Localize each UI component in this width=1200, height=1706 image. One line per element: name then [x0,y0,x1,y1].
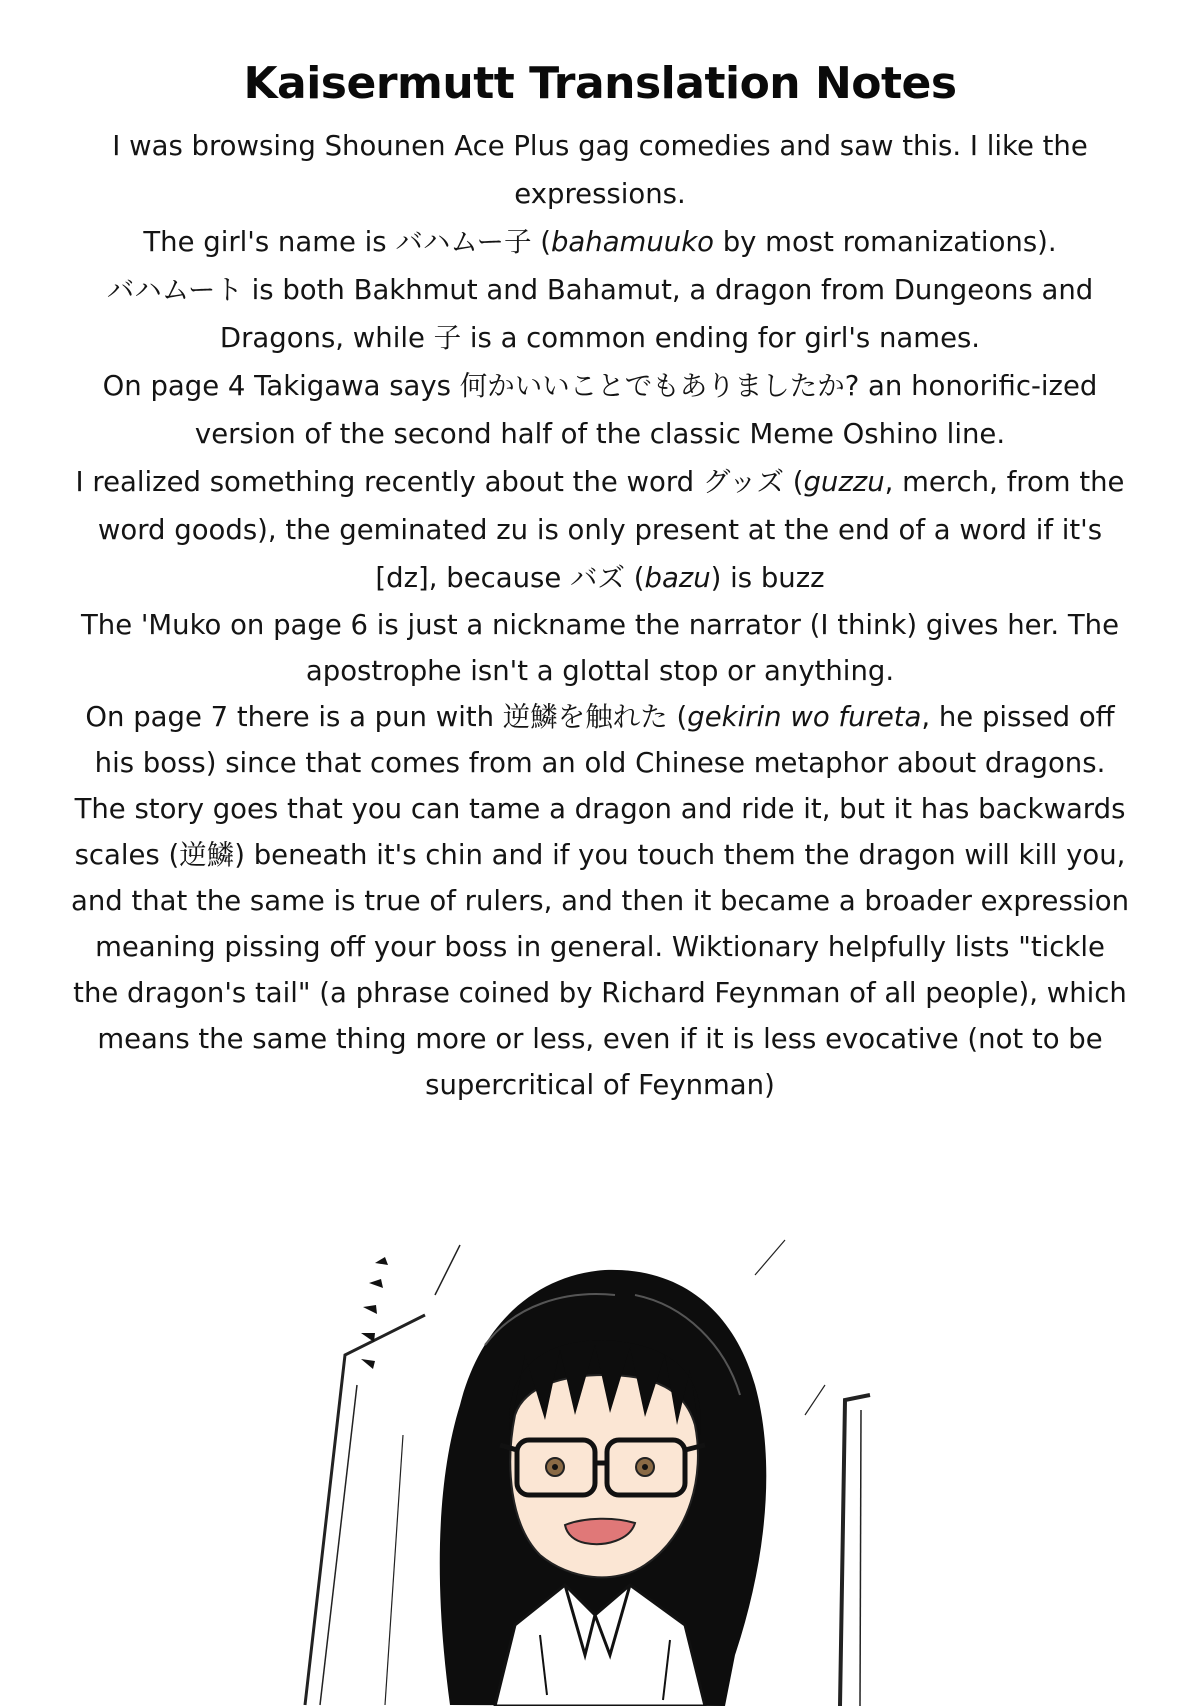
note-name-text-b: by most romanizations). [713,226,1057,258]
note-page4-text: On page 4 Takigawa says 何かいいことでもありましたか? an honorific-ized version of the second half of the classic Meme Oshino line. [102,370,1098,450]
glasses-girl-drawing-icon [285,1235,915,1706]
note-name-romanization: bahamuuko [550,226,714,258]
note-guzzu-text-b: , merch, from the word goods), the geminated zu is only present at the end of a word if it's [dz], because バズ ( [97,466,1125,594]
notes-body [70,122,1130,1108]
note-gekirin-text-b: , he pissed off his boss) since that comes from an old Chinese metaphor about dragons. The story goes that you can tame a dragon and ride it, but it has backwards scales (逆鱗) beneath it's chin and if you touch them the dragon will kill you, and that the same is true of rulers, and then it became a broader expression meaning pissing off your boss in general. Wiktionary helpfully lists "tickle the dragon's tail" (a phrase coined by Richard Feynman of all people), which means the same thing more or less, even if it is less evocative (not to be supercritical of Feynman) [70,701,1130,1101]
note-paragraph-gekirin [70,694,1130,1108]
note-paragraph-page4 [70,362,1130,458]
note-gekirin-text-a: On page 7 there is a pun with 逆鱗を触れた ( [85,701,688,733]
note-paragraph-guzzu [70,458,1130,602]
note-paragraph-muko [70,602,1130,694]
note-guzzu-text-c: ) is buzz [710,562,825,594]
note-gekirin-romanization: gekirin wo fureta [687,701,922,733]
shock-marks [361,1257,388,1369]
note-intro-text: I was browsing Shounen Ace Plus gag comedies and saw this. I like the expressions. [112,130,1088,210]
note-paragraph-bahamut [70,266,1130,362]
note-guzzu-romanization: guzzu [803,466,885,498]
note-name-text-a: The girl's name is バハムー子 ( [143,226,551,258]
note-bahamut-text: バハムート is both Bakhmut and Bahamut, a dragon from Dungeons and Dragons, while 子 is a common ending for girl's names. [106,274,1094,354]
note-bazu-romanization: bazu [644,562,711,594]
note-muko-text: The 'Muko on page 6 is just a nickname the narrator (I think) gives her. The apostrophe isn't a glottal stop or anything. [80,609,1119,687]
note-guzzu-text-a: I realized something recently about the word グッズ ( [75,466,804,498]
note-paragraph-name [70,218,1130,266]
note-paragraph-intro [70,122,1130,218]
page-title: Kaisermutt Translation Notes [243,58,957,109]
